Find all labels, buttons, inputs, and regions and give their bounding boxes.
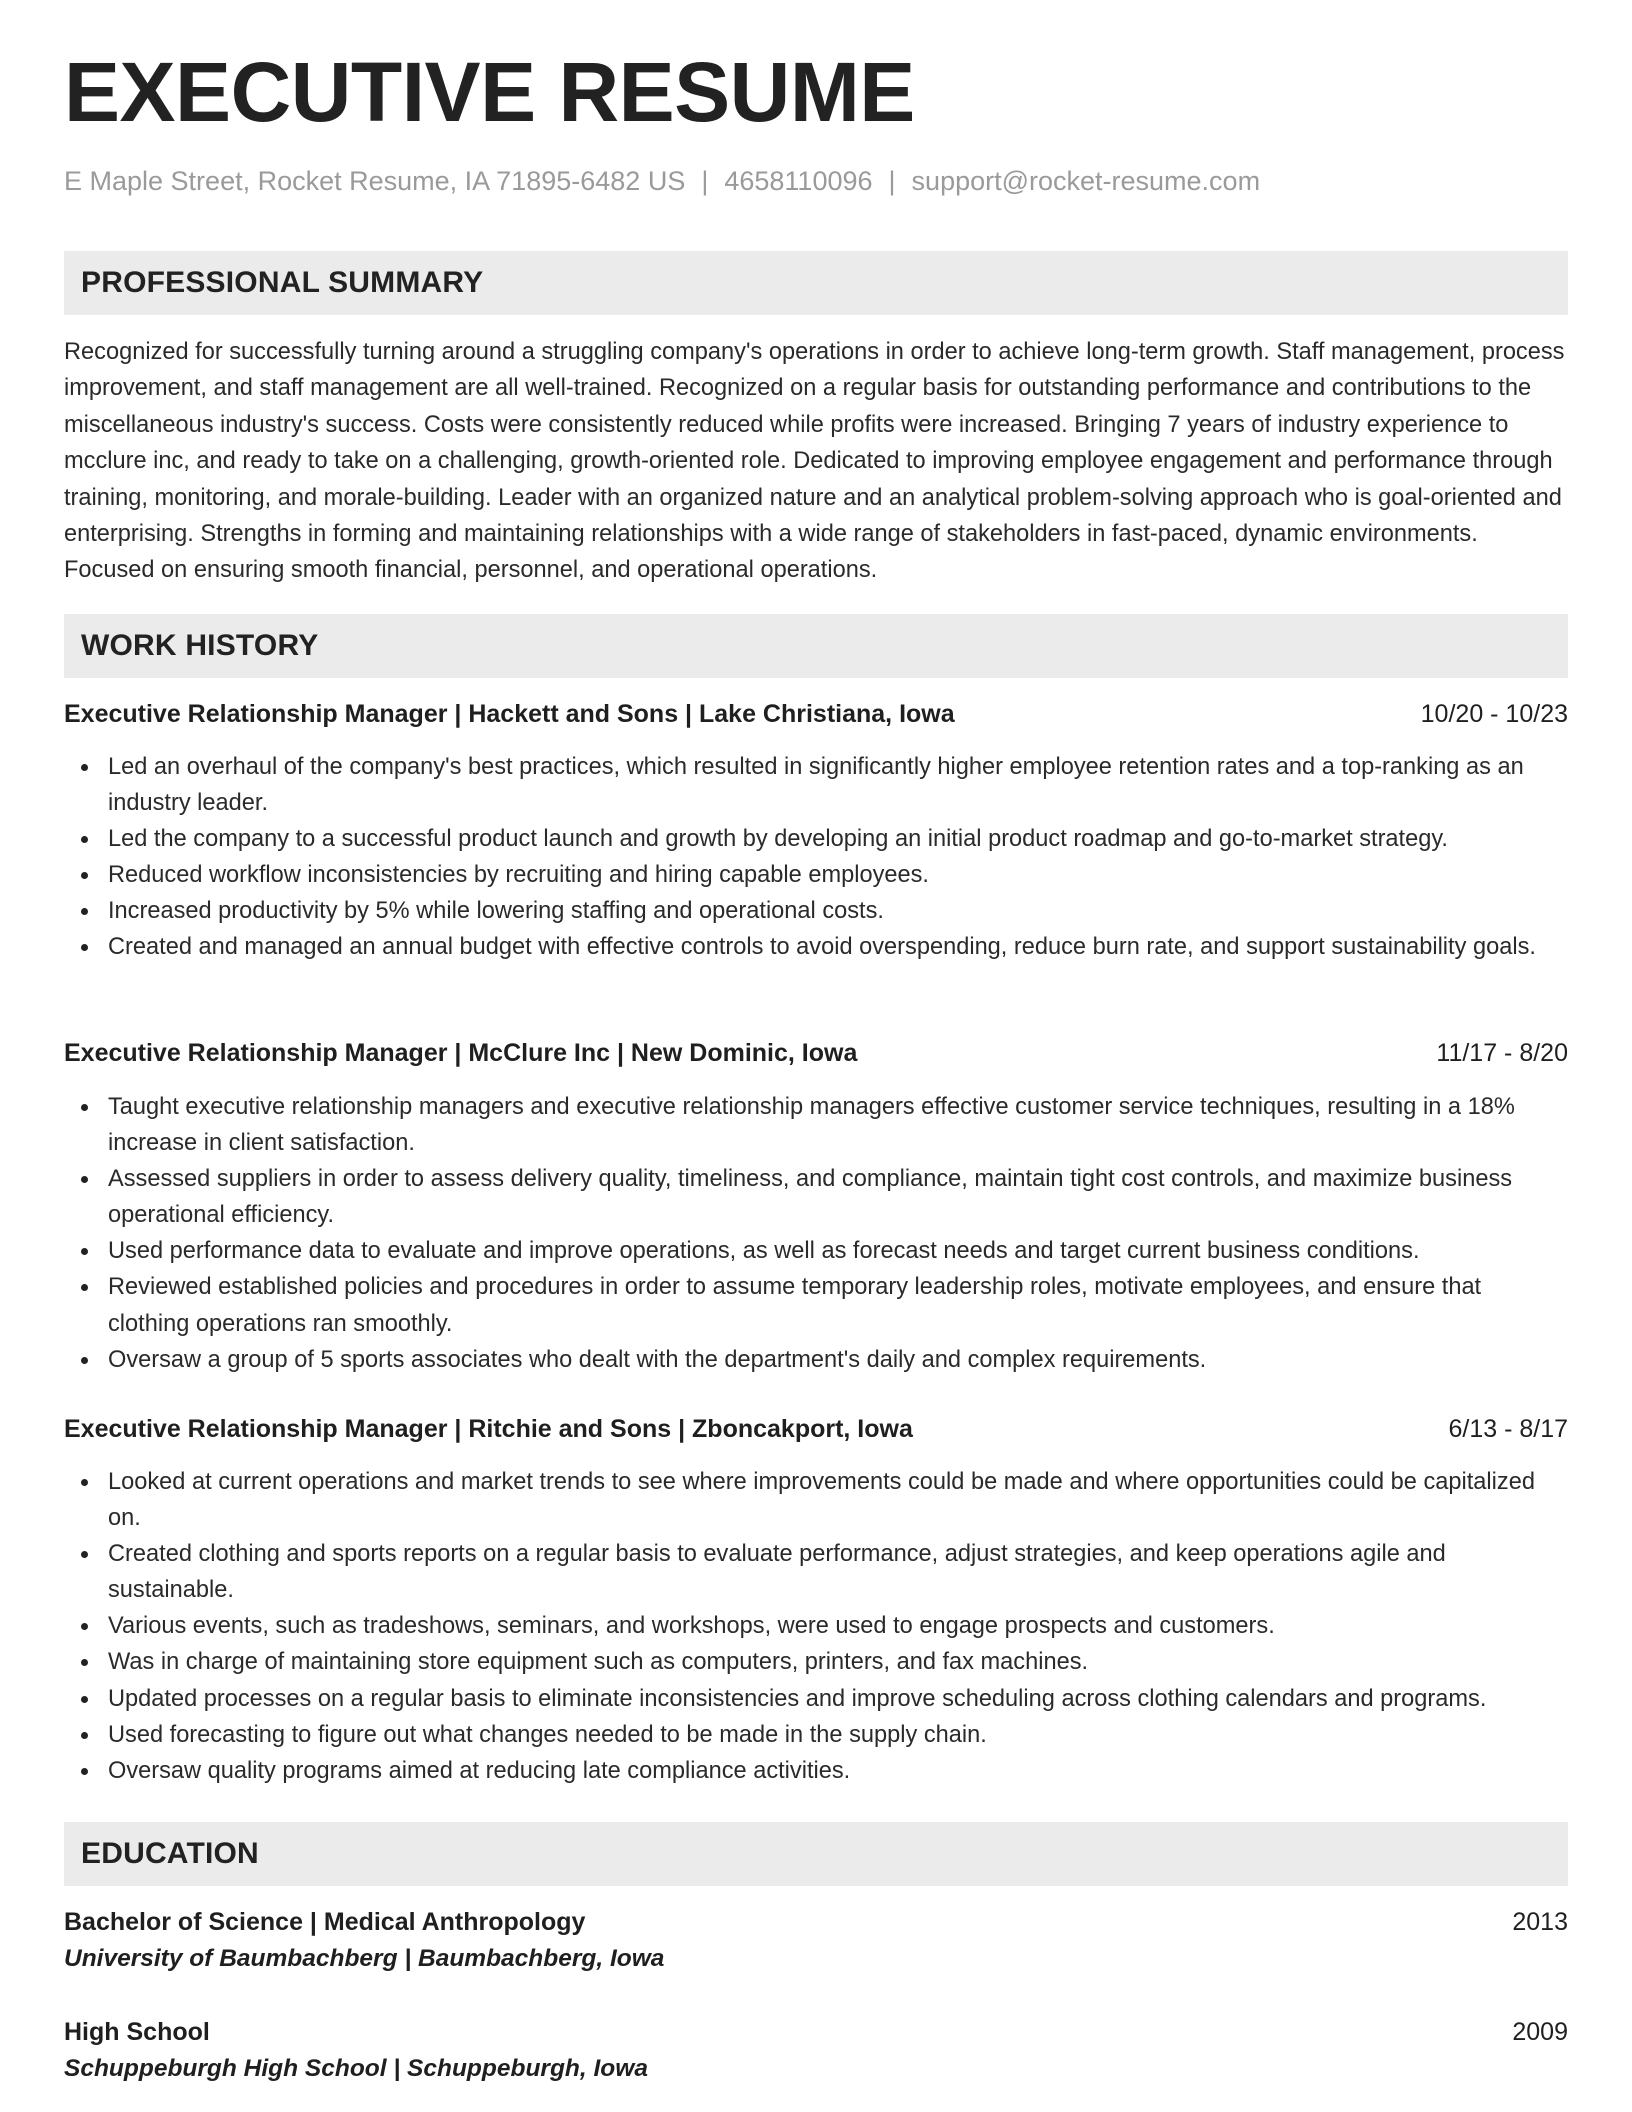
list-item: Oversaw quality programs aimed at reducing late compliance activities.	[108, 1753, 1568, 1789]
job-title: Executive Relationship Manager | Hackett and Sons | Lake Christiana, Iowa	[64, 700, 955, 728]
list-item: Increased productivity by 5% while lowering staffing and operational costs.	[108, 893, 1568, 929]
section-heading-summary: PROFESSIONAL SUMMARY	[64, 251, 1568, 315]
list-item: Led an overhaul of the company's best practices, which resulted in significantly higher employee retention rates and a top-ranking as an industry leader.	[108, 749, 1568, 821]
job-header	[64, 1035, 1568, 1071]
contact-separator: |	[888, 166, 896, 196]
education-year: 2013	[1512, 1908, 1568, 1936]
list-item: Looked at current operations and market trends to see where improvements could be made and where opportunities could be capitalized on.	[108, 1464, 1568, 1536]
list-item: Reviewed established policies and procedures in order to assume temporary leadership roles, motivate employees, and ensure that clothing operations ran smoothly.	[108, 1269, 1568, 1341]
resume-name: EXECUTIVE RESUME	[64, 45, 915, 139]
list-item: Was in charge of maintaining store equipment such as computers, printers, and fax machines.	[108, 1644, 1568, 1680]
section-heading-work: WORK HISTORY	[64, 614, 1568, 678]
section-heading-education: EDUCATION	[64, 1822, 1568, 1886]
job-dates: 6/13 - 8/17	[1448, 1415, 1568, 1443]
job-bullets	[64, 1464, 1568, 1789]
job-header	[64, 1411, 1568, 1447]
contact-phone: 4658110096	[724, 166, 873, 196]
list-item: Used performance data to evaluate and improve operations, as well as forecast needs and target current business conditions.	[108, 1233, 1568, 1269]
education-entry	[64, 2014, 1568, 2050]
list-item: Various events, such as tradeshows, seminars, and workshops, were used to engage prospects and customers.	[108, 1608, 1568, 1644]
list-item: Taught executive relationship managers and executive relationship managers effective customer service techniques, resulting in a 18% increase in client satisfaction.	[108, 1089, 1568, 1161]
summary-text: Recognized for successfully turning around a struggling company's operations in order to achieve long-term growth. Staff management, process improvement, and staff management are all well-trained. Recognized on a regular basis for outstanding performance and contributions to the miscellaneous industry's success. Costs were consistently reduced while profits were increased. Bringing 7 years of industry experience to mcclure inc, and ready to take on a challenging, growth-oriented role. Dedicated to improving employee engagement and performance through training, monitoring, and morale-building. Leader with an organized nature and an analytical problem-solving approach who is goal-oriented and enterprising. Strengths in forming and maintaining relationships with a wide range of stakeholders in fast-paced, dynamic environments. Focused on ensuring smooth financial, personnel, and operational operations.	[64, 339, 1565, 584]
list-item: Created clothing and sports reports on a regular basis to evaluate performance, adjust strategies, and keep operations agile and sustainable.	[108, 1536, 1568, 1608]
contact-line	[64, 166, 1260, 197]
degree-title: Bachelor of Science | Medical Anthropology	[64, 1908, 586, 1936]
list-item: Led the company to a successful product launch and growth by developing an initial product roadmap and go-to-market strategy.	[108, 821, 1568, 857]
contact-separator: |	[701, 166, 709, 196]
list-item: Oversaw a group of 5 sports associates who dealt with the department's daily and complex requirements.	[108, 1342, 1568, 1378]
job-bullets	[64, 1089, 1568, 1378]
school-name: University of Baumbachberg | Baumbachberg, Iowa	[64, 1945, 665, 1972]
job-title: Executive Relationship Manager | McClure Inc | New Dominic, Iowa	[64, 1039, 858, 1067]
job-title: Executive Relationship Manager | Ritchie and Sons | Zboncakport, Iowa	[64, 1415, 913, 1443]
contact-address: E Maple Street, Rocket Resume, IA 71895-6482 US	[64, 166, 686, 196]
education-entry	[64, 1904, 1568, 1940]
list-item: Updated processes on a regular basis to eliminate inconsistencies and improve scheduling across clothing calendars and programs.	[108, 1681, 1568, 1717]
contact-email: support@rocket-resume.com	[911, 166, 1261, 196]
job-header	[64, 696, 1568, 732]
degree-title: High School	[64, 2018, 210, 2046]
job-dates: 10/20 - 10/23	[1420, 700, 1568, 728]
job-dates: 11/17 - 8/20	[1436, 1039, 1568, 1067]
education-year: 2009	[1512, 2018, 1568, 2046]
school-name: Schuppeburgh High School | Schuppeburgh, Iowa	[64, 2055, 648, 2082]
list-item: Reduced workflow inconsistencies by recruiting and hiring capable employees.	[108, 857, 1568, 893]
list-item: Assessed suppliers in order to assess delivery quality, timeliness, and compliance, maintain tight cost controls, and maximize business operational efficiency.	[108, 1161, 1568, 1233]
list-item: Used forecasting to figure out what changes needed to be made in the supply chain.	[108, 1717, 1568, 1753]
job-bullets	[64, 749, 1568, 966]
list-item: Created and managed an annual budget with effective controls to avoid overspending, reduce burn rate, and support sustainability goals.	[108, 929, 1568, 965]
